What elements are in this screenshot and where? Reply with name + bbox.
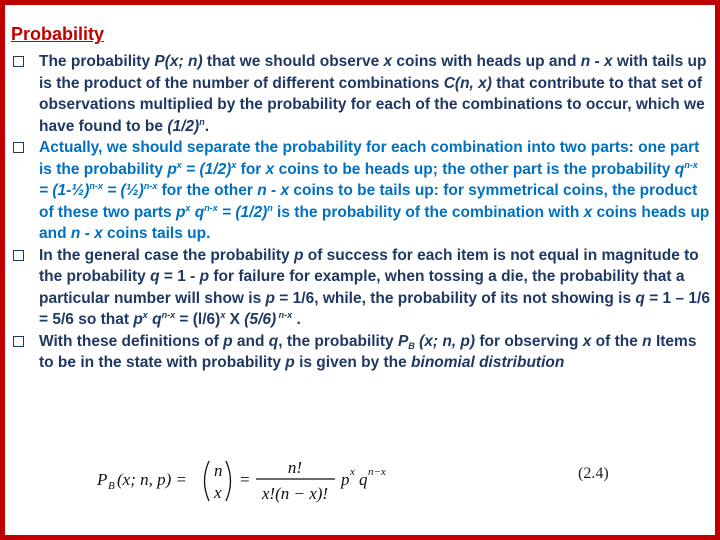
equation-number: (2.4) bbox=[578, 465, 609, 482]
bullet-text-segment: n - x bbox=[580, 53, 613, 70]
bullet-item bbox=[11, 245, 711, 331]
bullet-text-segment: coins tails up. bbox=[102, 225, 211, 242]
bullet-text-segment: x bbox=[583, 203, 593, 221]
formula-p-term: p bbox=[341, 470, 350, 489]
bullet-item bbox=[11, 137, 711, 245]
bullet-text-segment: p bbox=[293, 246, 304, 264]
formula-binom-n: n bbox=[214, 461, 223, 480]
bullet-text-segment: p bbox=[167, 160, 177, 178]
bullet-text-segment: x bbox=[231, 159, 237, 170]
formula-p: P bbox=[97, 470, 108, 489]
bullet-text-segment: n bbox=[267, 202, 273, 213]
bullet-text-segment: that we should observe bbox=[202, 53, 384, 70]
bullet-text-segment: C(n, x) bbox=[443, 74, 492, 92]
bullet-text-segment: p bbox=[175, 203, 186, 221]
bullet-text bbox=[39, 247, 710, 329]
bullet-text-segment: = (1/2) bbox=[181, 160, 232, 178]
binomial-formula bbox=[97, 447, 657, 509]
bullet-text-segment: n - x bbox=[257, 182, 290, 199]
bullet-text-segment: n-x bbox=[89, 181, 103, 191]
bullet-text-segment: is the probability of the combination with bbox=[272, 203, 584, 221]
checkbox-bullet-icon bbox=[13, 56, 24, 67]
bullet-text-segment: q bbox=[268, 332, 279, 350]
slide-title: Probability bbox=[11, 24, 105, 44]
bullet-text-segment: n bbox=[199, 116, 205, 127]
bullet-text-segment: B bbox=[408, 340, 415, 351]
bullet-text-segment: In the general case the probability bbox=[39, 246, 294, 264]
bullet-text-segment: p bbox=[285, 354, 295, 371]
bullet-text-segment: x bbox=[220, 310, 226, 320]
bullet-text-segment: With these definitions of bbox=[39, 332, 224, 350]
bullet-text-segment: q bbox=[190, 203, 205, 221]
bullet-text-segment: = (1-½) bbox=[39, 182, 90, 199]
bullet-text-segment: The probability bbox=[39, 53, 155, 70]
bullet-text-segment: for bbox=[236, 160, 266, 178]
bullet-text-segment: n-x bbox=[684, 159, 698, 170]
bullet-text-segment: X bbox=[225, 311, 245, 328]
formula-binom-x: x bbox=[214, 483, 222, 502]
bullet-text bbox=[39, 333, 696, 372]
bullet-item bbox=[11, 51, 711, 137]
right-paren-icon bbox=[226, 461, 231, 501]
bullet-text-segment: q bbox=[147, 311, 162, 328]
bullet-text-segment: p bbox=[133, 311, 143, 328]
bullet-text-segment: . bbox=[292, 311, 301, 328]
bullet-text-segment: x bbox=[142, 310, 148, 320]
bullet-text-segment: coins with heads up and bbox=[392, 53, 581, 70]
bullet-text-segment: (x; n, p) bbox=[414, 332, 476, 350]
formula-equals: = bbox=[240, 470, 250, 489]
bullet-text-segment: n-x bbox=[204, 202, 218, 213]
bullet-list bbox=[11, 51, 711, 374]
bullet-text-segment: is given by the bbox=[294, 354, 412, 371]
bullet-text-segment: of the bbox=[591, 332, 643, 350]
left-paren-icon bbox=[205, 461, 210, 501]
bullet-text-segment: q bbox=[150, 268, 160, 285]
bullet-text-segment: (1/2) bbox=[167, 117, 200, 135]
bullet-text-segment: = 1 – 1/6 = 5/6 so that bbox=[39, 289, 710, 328]
bullet-text-segment: (5/6) bbox=[244, 311, 277, 328]
formula-args: (x; n, p) = bbox=[117, 470, 188, 489]
formula-q-term: q bbox=[359, 470, 368, 489]
formula-graphic bbox=[97, 447, 657, 509]
bullet-text-segment: n-x bbox=[161, 310, 176, 320]
bullet-text-segment: p bbox=[223, 332, 233, 350]
bullet-text-segment: n bbox=[642, 332, 652, 350]
bullet-text-segment: = (½) bbox=[102, 182, 144, 199]
bullet-text-segment: = (1/2) bbox=[217, 203, 268, 221]
bullet-text-segment: coins heads up and bbox=[39, 203, 710, 242]
bullet-text-segment: P(x; n) bbox=[154, 53, 203, 70]
bullet-text-segment: Items to be in the state with probability bbox=[39, 332, 697, 371]
bullet-text-segment: q bbox=[674, 160, 685, 178]
bullet-text-segment: for failure for example, when tossing a die, the probability that a particular number will show is bbox=[39, 268, 685, 307]
bullet-text-segment: q bbox=[635, 289, 645, 307]
bullet-text-segment: x bbox=[383, 53, 393, 70]
bullet-text-segment: = 1/6, while, the probability of its not showing is bbox=[275, 289, 636, 307]
formula-subscript-b: B bbox=[108, 480, 115, 492]
bullet-text-segment: p bbox=[199, 268, 210, 285]
bullet-text-segment: p bbox=[265, 289, 275, 307]
bullet-text-segment: coins to be tails up: for symmetrical coins, the product of these two parts bbox=[39, 182, 698, 221]
bullet-text-segment: x bbox=[185, 202, 191, 213]
bullet-text-segment: = 1 - bbox=[159, 268, 200, 285]
checkbox-bullet-icon bbox=[13, 336, 24, 347]
bullet-text-segment: and bbox=[232, 332, 269, 350]
bullet-text-segment: of success for each item is not equal in magnitude to the probability bbox=[39, 246, 699, 285]
bullet-text-segment: that contribute to that set of observations multiplied by the probability for each of the combinations to occur, which we have found to be bbox=[39, 74, 705, 135]
bullet-text bbox=[39, 139, 709, 242]
formula-nx-exponent: n−x bbox=[368, 466, 386, 478]
checkbox-bullet-icon bbox=[13, 250, 24, 261]
checkbox-bullet-icon bbox=[13, 142, 24, 153]
bullet-text-segment: = (l/6) bbox=[175, 311, 221, 328]
bullet-text-segment: n - x bbox=[70, 225, 103, 242]
formula-denominator: x!(n − x)! bbox=[261, 484, 329, 503]
bullet-item bbox=[11, 331, 711, 374]
bullet-text-segment: coins to be heads up; the other part is the probability bbox=[274, 160, 675, 178]
bullet-text-segment: for observing bbox=[475, 332, 583, 350]
bullet-text-segment: x bbox=[582, 332, 592, 350]
bullet-text-segment: , the probability bbox=[278, 332, 398, 350]
bullet-text-segment: x bbox=[265, 160, 275, 178]
bullet-text-segment: with tails up is the product of the number of different combinations bbox=[39, 53, 707, 92]
bullet-text-segment: n-x bbox=[143, 181, 158, 191]
bullet-text bbox=[39, 53, 706, 135]
formula-x-exponent: x bbox=[350, 466, 355, 478]
bullet-text-segment: P bbox=[397, 332, 409, 350]
bullet-text-segment: x bbox=[176, 159, 182, 170]
bullet-text-segment: . bbox=[204, 117, 209, 135]
bullet-text-segment: n-x bbox=[276, 310, 293, 320]
bullet-text-segment: for the other bbox=[157, 182, 258, 199]
bullet-text-segment: Actually, we should separate the probability for each combination into two parts: one part is the probability bbox=[39, 139, 700, 178]
formula-numerator: n! bbox=[287, 458, 303, 477]
bullet-text-segment: binomial distribution bbox=[411, 354, 565, 371]
